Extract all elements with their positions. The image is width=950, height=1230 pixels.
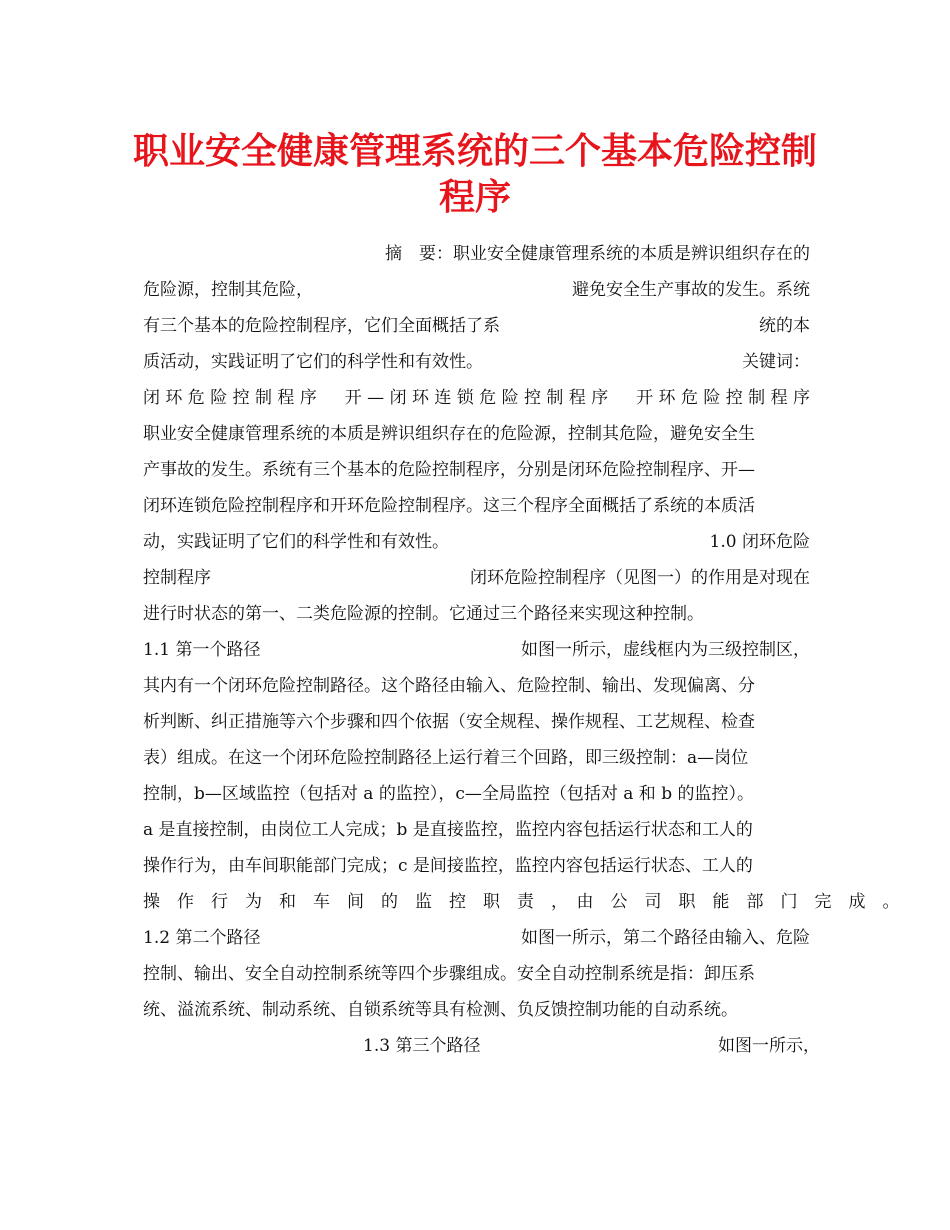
body-line — [143, 845, 810, 881]
body-line-segment: 关键词： — [742, 351, 810, 372]
body-line — [143, 1025, 820, 1061]
body-line — [143, 413, 810, 449]
body-line-segment: 进行时状态的第一、二类危险源的控制。它通过三个路径来实现这种控制。 — [143, 603, 704, 624]
body-line-segment: 其内有一个闭环危险控制路径。这个路径由输入、危险控制、输出、发现偏离、分 — [143, 675, 755, 696]
body-line — [143, 485, 810, 521]
body-line-segment: 闭 环 危 险 控 制 程 序 — [143, 387, 317, 408]
body-line-segment: 闭环危险控制程序（见图一）的作用是对现在 — [470, 567, 810, 588]
body-line — [143, 269, 810, 305]
body-line-segment: 如图一所示，第二个路径由输入、危险 — [521, 927, 810, 948]
body-line-segment: 1.3 第三个路径 — [363, 1035, 481, 1056]
body-line — [143, 449, 810, 485]
body-line-segment: 质活动，实践证明了它们的科学性和有效性。 — [143, 351, 483, 372]
body-line — [143, 737, 810, 773]
body-line-segment: 1.0 闭环危险 — [709, 531, 810, 552]
body-line — [143, 593, 810, 629]
body-line — [143, 773, 810, 809]
body-line — [143, 377, 810, 413]
body-line-segment: 1.1 第一个路径 — [143, 639, 261, 660]
body-line-segment: 1.2 第二个路径 — [143, 927, 261, 948]
body-line-segment: a 是直接控制，由岗位工人完成；b 是直接监控，监控内容包括运行状态和工人的 — [143, 819, 753, 840]
body-line — [143, 701, 810, 737]
body-line — [143, 233, 810, 269]
body-line-segment: 控制、输出、安全自动控制系统等四个步骤组成。安全自动控制系统是指：卸压系 — [143, 963, 755, 984]
body-line — [143, 341, 810, 377]
body-line-segment: 析判断、纠正措施等六个步骤和四个依据（安全规程、操作规程、工艺规程、检查 — [143, 711, 755, 732]
body-line-segment: 控制，b—区域监控（包括对 a 的监控），c—全局监控（包括对 a 和 b 的监控）。 — [143, 783, 754, 804]
body-line-segment: 统、溢流系统、制动系统、自锁系统等具有检测、负反馈控制功能的自动系统。 — [143, 999, 738, 1020]
body-line — [143, 557, 810, 593]
body-line-segment: 职业安全健康管理系统的本质是辨识组织存在的危险源，控制其危险，避免安全生 — [143, 423, 755, 444]
body-line-segment: 开 — 闭 环 连 锁 危 险 控 制 程 序 — [344, 387, 609, 408]
body-line-segment: 产事故的发生。系统有三个基本的危险控制程序，分别是闭环危险控制程序、开— — [143, 459, 755, 480]
body-line — [143, 809, 810, 845]
body-line — [143, 989, 810, 1025]
body-line-segment: 控制程序 — [143, 567, 211, 588]
body-line — [143, 521, 810, 557]
body-line-segment: 有三个基本的危险控制程序，它们全面概括了系 — [143, 315, 500, 336]
body-line — [143, 629, 810, 665]
body-line — [143, 881, 900, 917]
body-line-segment: 操 作 行 为 和 车 间 的 监 控 职 责 ， 由 公 司 职 能 部 门 完 成 。 — [143, 891, 900, 912]
body-line-segment: 如图一所示，虚线框内为三级控制区， — [521, 639, 810, 660]
body-line-segment: 表）组成。在这一个闭环危险控制路径上运行着三个回路，即三级控制：a—岗位 — [143, 747, 749, 768]
body-line-segment: 避免安全生产事故的发生。系统 — [572, 279, 810, 300]
body-line-segment: 开 环 危 险 控 制 程 序 — [636, 387, 810, 408]
body-line-segment: 操作行为，由车间职能部门完成；c 是间接监控，监控内容包括运行状态、工人的 — [143, 855, 753, 876]
body-line-segment: 危险源，控制其危险， — [143, 279, 313, 300]
body-line-segment: 摘 要：职业安全健康管理系统的本质是辨识组织存在的 — [385, 243, 810, 264]
body-line-segment: 闭环连锁危险控制程序和开环危险控制程序。这三个程序全面概括了系统的本质活 — [143, 495, 755, 516]
body-line-segment: 统的本 — [759, 315, 810, 336]
document-title-line-1: 职业安全健康管理系统的三个基本危险控制 — [132, 130, 817, 172]
body-line — [143, 953, 810, 989]
body-line — [143, 917, 810, 953]
body-line — [143, 665, 810, 701]
document-title-line-2: 程序 — [438, 176, 511, 218]
body-line-segment: 动，实践证明了它们的科学性和有效性。 — [143, 531, 449, 552]
body-line-segment: 如图一所示， — [718, 1035, 820, 1056]
body-line — [143, 305, 810, 341]
